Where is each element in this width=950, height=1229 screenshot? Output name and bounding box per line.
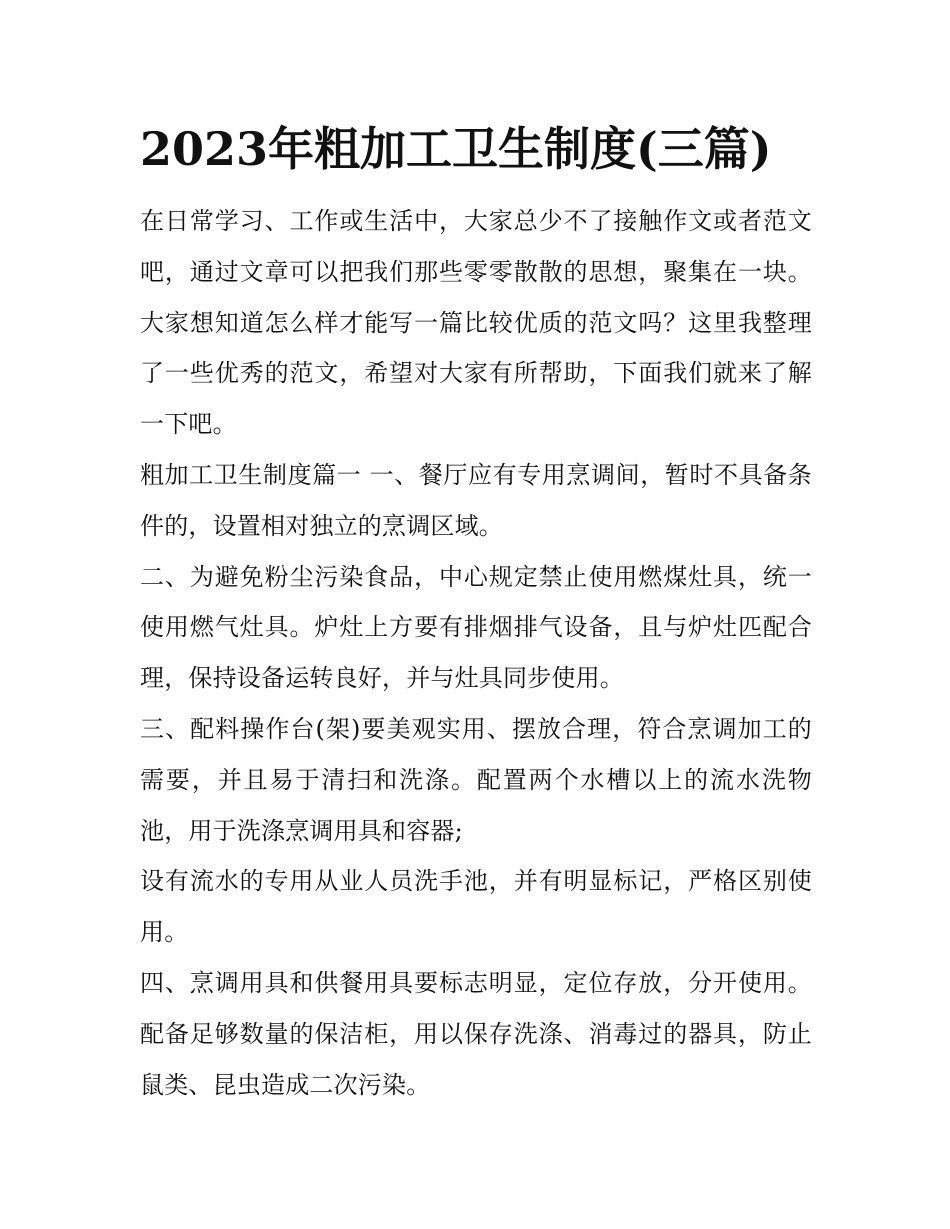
document-page (140, 116, 812, 1110)
paragraph-section-2: 二、为避免粉尘污染食品，中心规定禁止使用燃煤灶具，统一使用燃气灶具。炉灶上方要有排烟排气设备，且与炉灶匹配合理，保持设备运转良好，并与灶具同步使用。 (140, 562, 812, 693)
paragraph-section-3: 三、配料操作台(架)要美观实用、摆放合理，符合烹调加工的需要，并且易于清扫和洗涤。配置两个水槽以上的流水洗物池，用于洗涤烹调用具和容器; (140, 714, 812, 845)
paragraph-intro: 在日常学习、工作或生活中，大家总少不了接触作文或者范文吧，通过文章可以把我们那些零零散散的思想，聚集在一块。大家想知道怎么样才能写一篇比较优质的范文吗？这里我整理了一些优秀的范文，希望对大家有所帮助，下面我们就来了解一下吧。 (140, 207, 812, 439)
document-title: 2023年粗加工卫生制度(三篇) (140, 122, 772, 176)
paragraph-section-3-handwash: 设有流水的专用从业人员洗手池，并有明显标记，严格区别使用。 (140, 867, 812, 947)
paragraph-section-1: 粗加工卫生制度篇一 一、餐厅应有专用烹调间，暂时不具备条件的，设置相对独立的烹调区域。 (140, 460, 812, 540)
paragraph-section-4: 四、烹调用具和供餐用具要标志明显，定位存放，分开使用。配备足够数量的保洁柜，用以保存洗涤、消毒过的器具，防止鼠类、昆虫造成二次污染。 (140, 968, 812, 1099)
